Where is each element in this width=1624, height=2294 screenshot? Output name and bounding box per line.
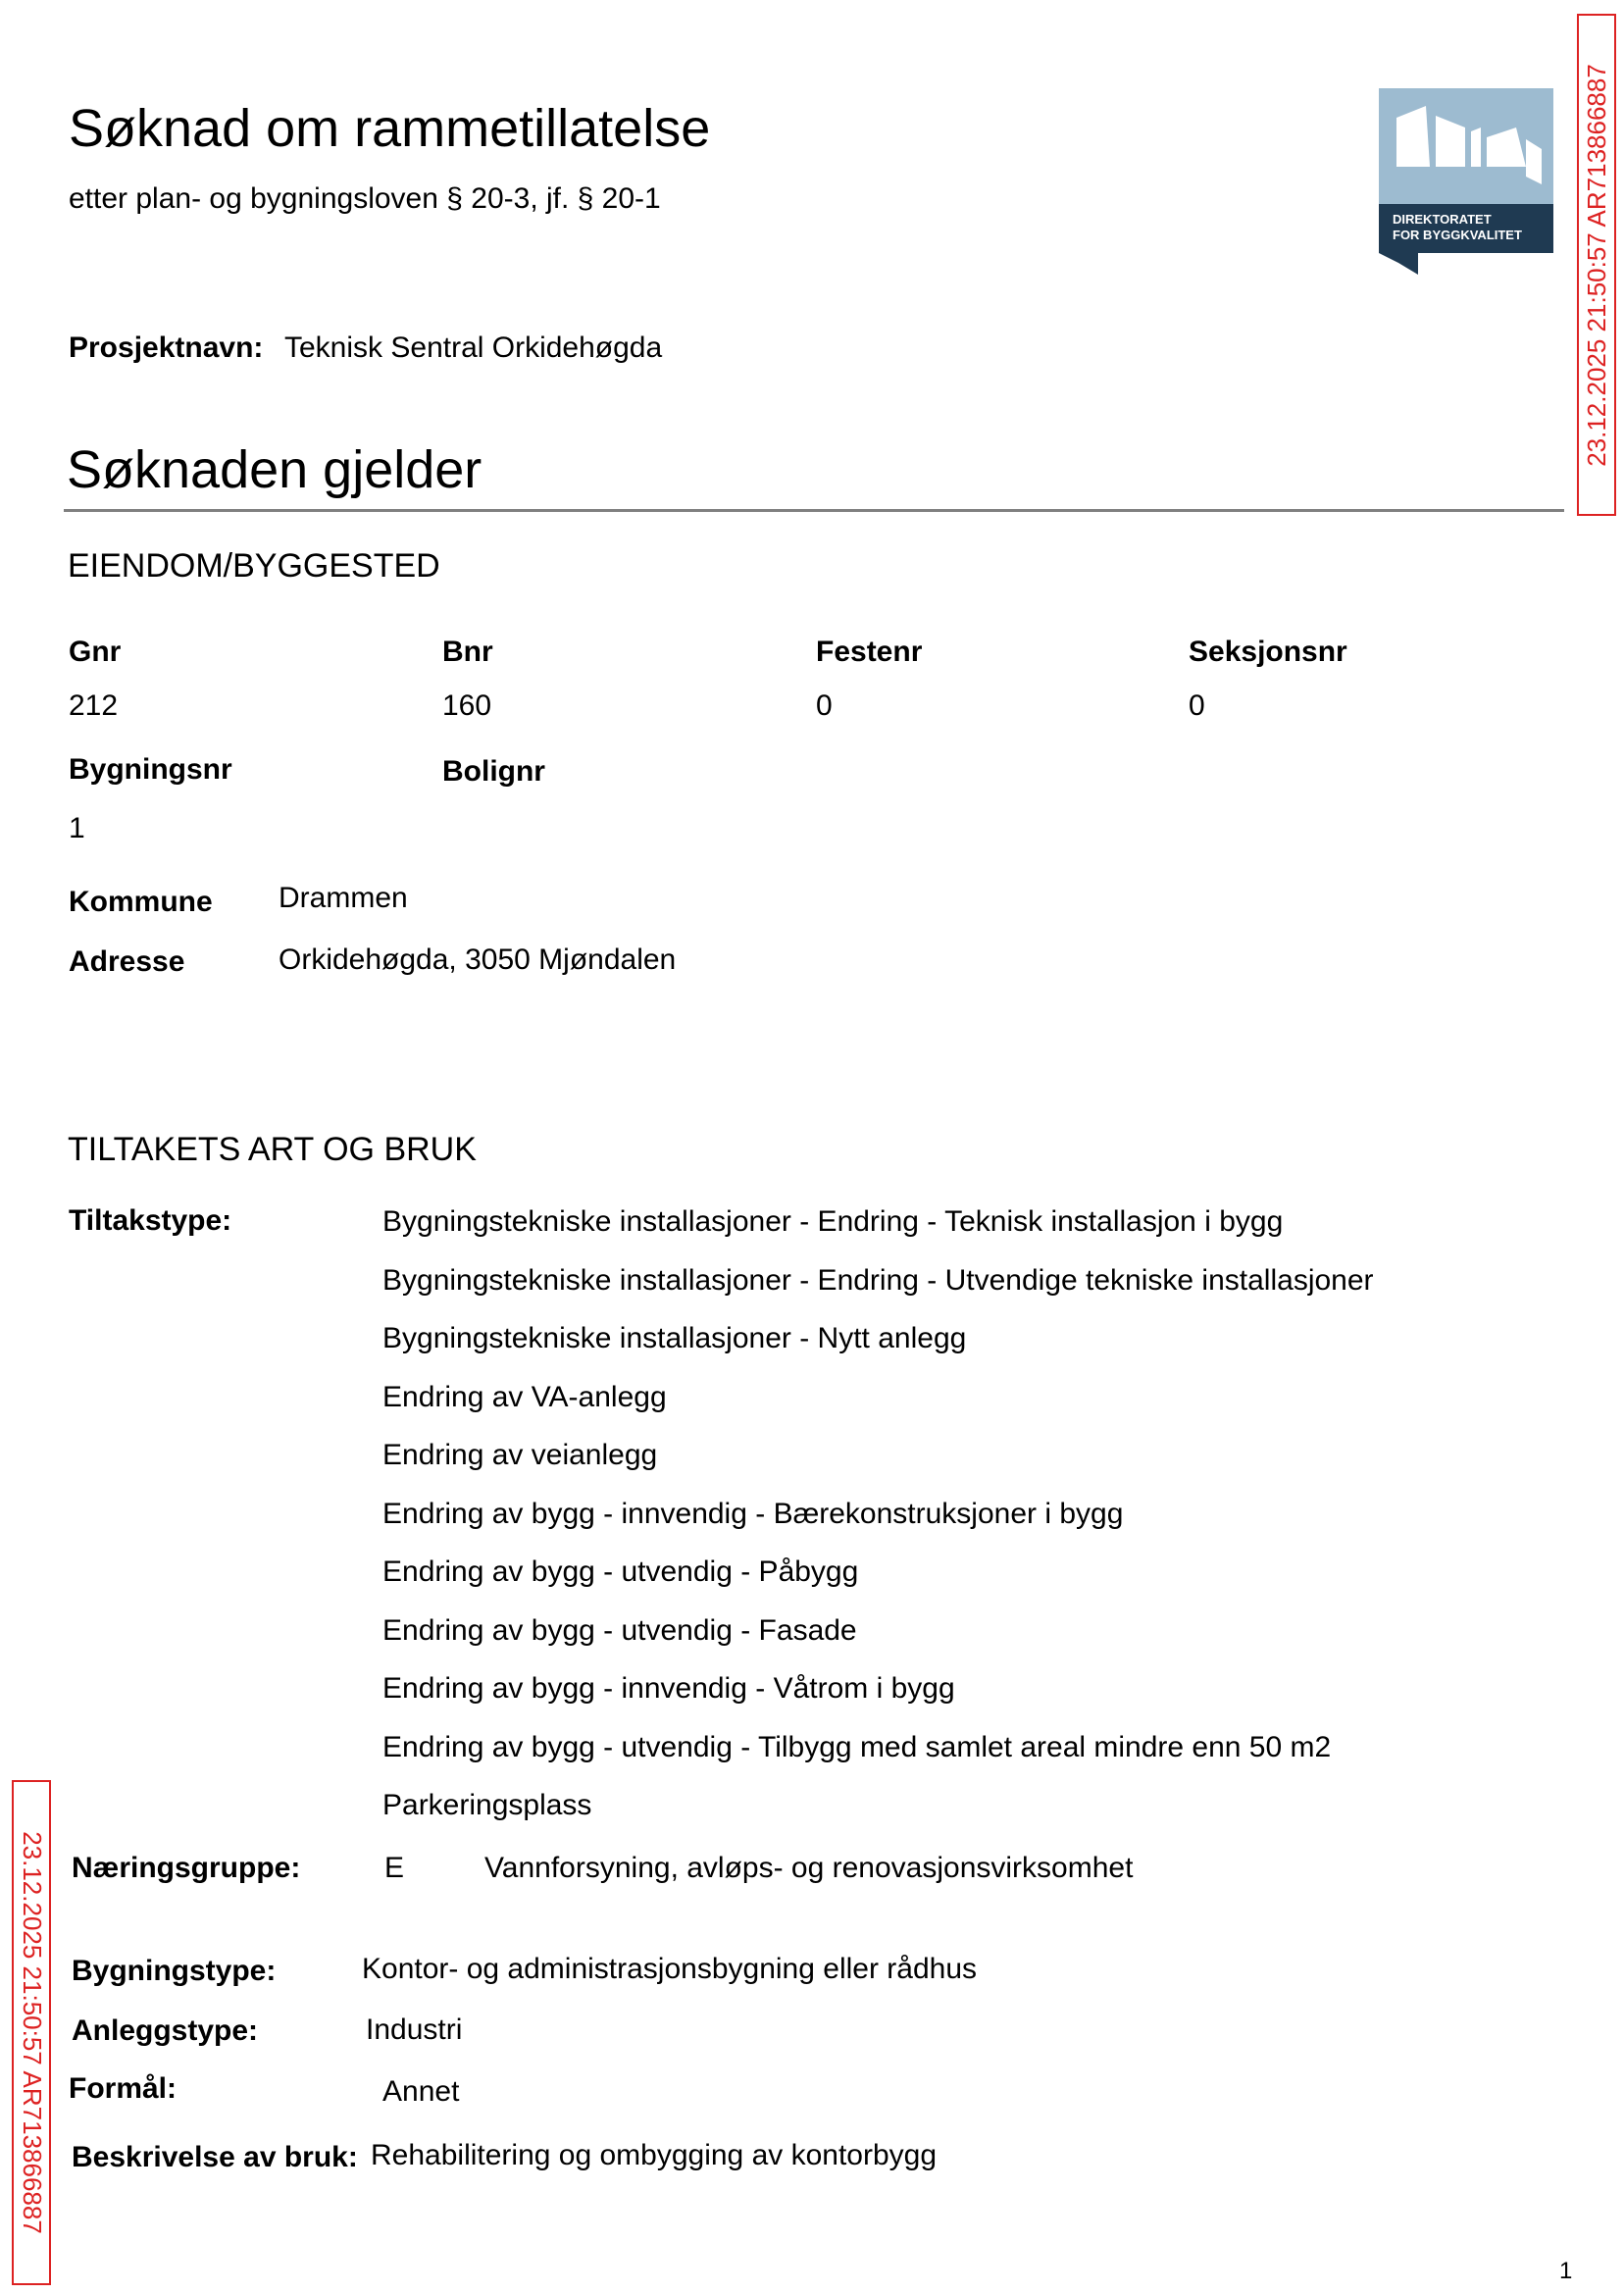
beskrivelse-label: Beskrivelse av bruk: [72, 2141, 358, 2173]
tiltakstype-item: Endring av bygg - innvendig - Bærekonstruksjoner i bygg [382, 1497, 1124, 1530]
tiltakstype-item: Parkeringsplass [382, 1789, 592, 1821]
bnr-label: Bnr [442, 636, 493, 668]
dibk-logo [1379, 88, 1553, 275]
naeringsgruppe-text: Vannforsyning, avløps- og renovasjonsvirksomhet [484, 1852, 1134, 1884]
kommune-label: Kommune [69, 886, 213, 918]
bolignr-label: Bolignr [442, 755, 545, 788]
anleggstype-label: Anleggstype: [72, 2014, 259, 2047]
gnr-label: Gnr [69, 636, 122, 668]
bygningstype-label: Bygningstype: [72, 1955, 277, 1987]
kommune-value: Drammen [279, 882, 408, 914]
naeringsgruppe-label: Næringsgruppe: [72, 1852, 301, 1884]
naeringsgruppe-code: E [384, 1852, 405, 1884]
tiltakstype-list [382, 1202, 1374, 1845]
section-divider [64, 509, 1564, 512]
anleggstype-value: Industri [366, 2014, 463, 2046]
tiltakstype-item: Endring av bygg - innvendig - Våtrom i bygg [382, 1672, 955, 1705]
tiltakstype-label: Tiltakstype: [69, 1204, 232, 1237]
timestamp-stamp-left: 23.12.2025 21:50:57 AR713866887 [12, 1780, 51, 2285]
project-label: Prosjektnavn: [69, 331, 264, 364]
tiltakstype-item: Endring av veianlegg [382, 1439, 658, 1471]
tiltakstype-item: Endring av bygg - utvendig - Påbygg [382, 1555, 859, 1588]
formaal-value: Annet [382, 2075, 460, 2108]
document-subtitle: etter plan- og bygningsloven § 20-3, jf. § 20-1 [69, 182, 661, 215]
festenr-label: Festenr [816, 636, 923, 668]
tiltakstype-item: Endring av bygg - utvendig - Tilbygg med samlet areal mindre enn 50 m2 [382, 1730, 1332, 1763]
section-title: Søknaden gjelder [67, 440, 482, 499]
bygningsnr-value: 1 [69, 812, 85, 844]
festenr-value: 0 [816, 689, 833, 722]
page-number: 1 [1559, 2258, 1573, 2284]
beskrivelse-value: Rehabilitering og ombygging av kontorbygg [371, 2139, 938, 2171]
bygningsnr-label: Bygningsnr [69, 753, 232, 786]
formaal-label: Formål: [69, 2072, 178, 2105]
tiltakstype-item: Bygningstekniske installasjoner - Nytt anlegg [382, 1322, 967, 1354]
project-value: Teknisk Sentral Orkidehøgda [284, 331, 663, 364]
property-heading: EIENDOM/BYGGESTED [68, 547, 440, 585]
adresse-label: Adresse [69, 945, 185, 978]
gnr-value: 212 [69, 689, 119, 722]
tiltak-heading: TILTAKETS ART OG BRUK [68, 1131, 477, 1168]
tiltakstype-item: Endring av bygg - utvendig - Fasade [382, 1613, 857, 1647]
tiltakstype-item: Bygningstekniske installasjoner - Endring - Teknisk installasjon i bygg [382, 1205, 1284, 1238]
bnr-value: 160 [442, 689, 492, 722]
building-logo-icon [1379, 88, 1553, 275]
adresse-value: Orkidehøgda, 3050 Mjøndalen [279, 943, 677, 976]
seksjonsnr-label: Seksjonsnr [1189, 636, 1347, 668]
seksjonsnr-value: 0 [1189, 689, 1205, 722]
timestamp-stamp-right: 23.12.2025 21:50:57 AR713866887 [1577, 14, 1616, 516]
tiltakstype-item: Endring av VA-anlegg [382, 1380, 667, 1413]
document-title: Søknad om rammetillatelse [69, 99, 711, 158]
svg-text:FOR BYGGKVALITET: FOR BYGGKVALITET [1393, 228, 1522, 242]
tiltakstype-item: Bygningstekniske installasjoner - Endring - Utvendige tekniske installasjoner [382, 1263, 1374, 1297]
svg-text:DIREKTORATET: DIREKTORATET [1393, 212, 1492, 227]
bygningstype-value: Kontor- og administrasjonsbygning eller rådhus [362, 1953, 978, 1985]
